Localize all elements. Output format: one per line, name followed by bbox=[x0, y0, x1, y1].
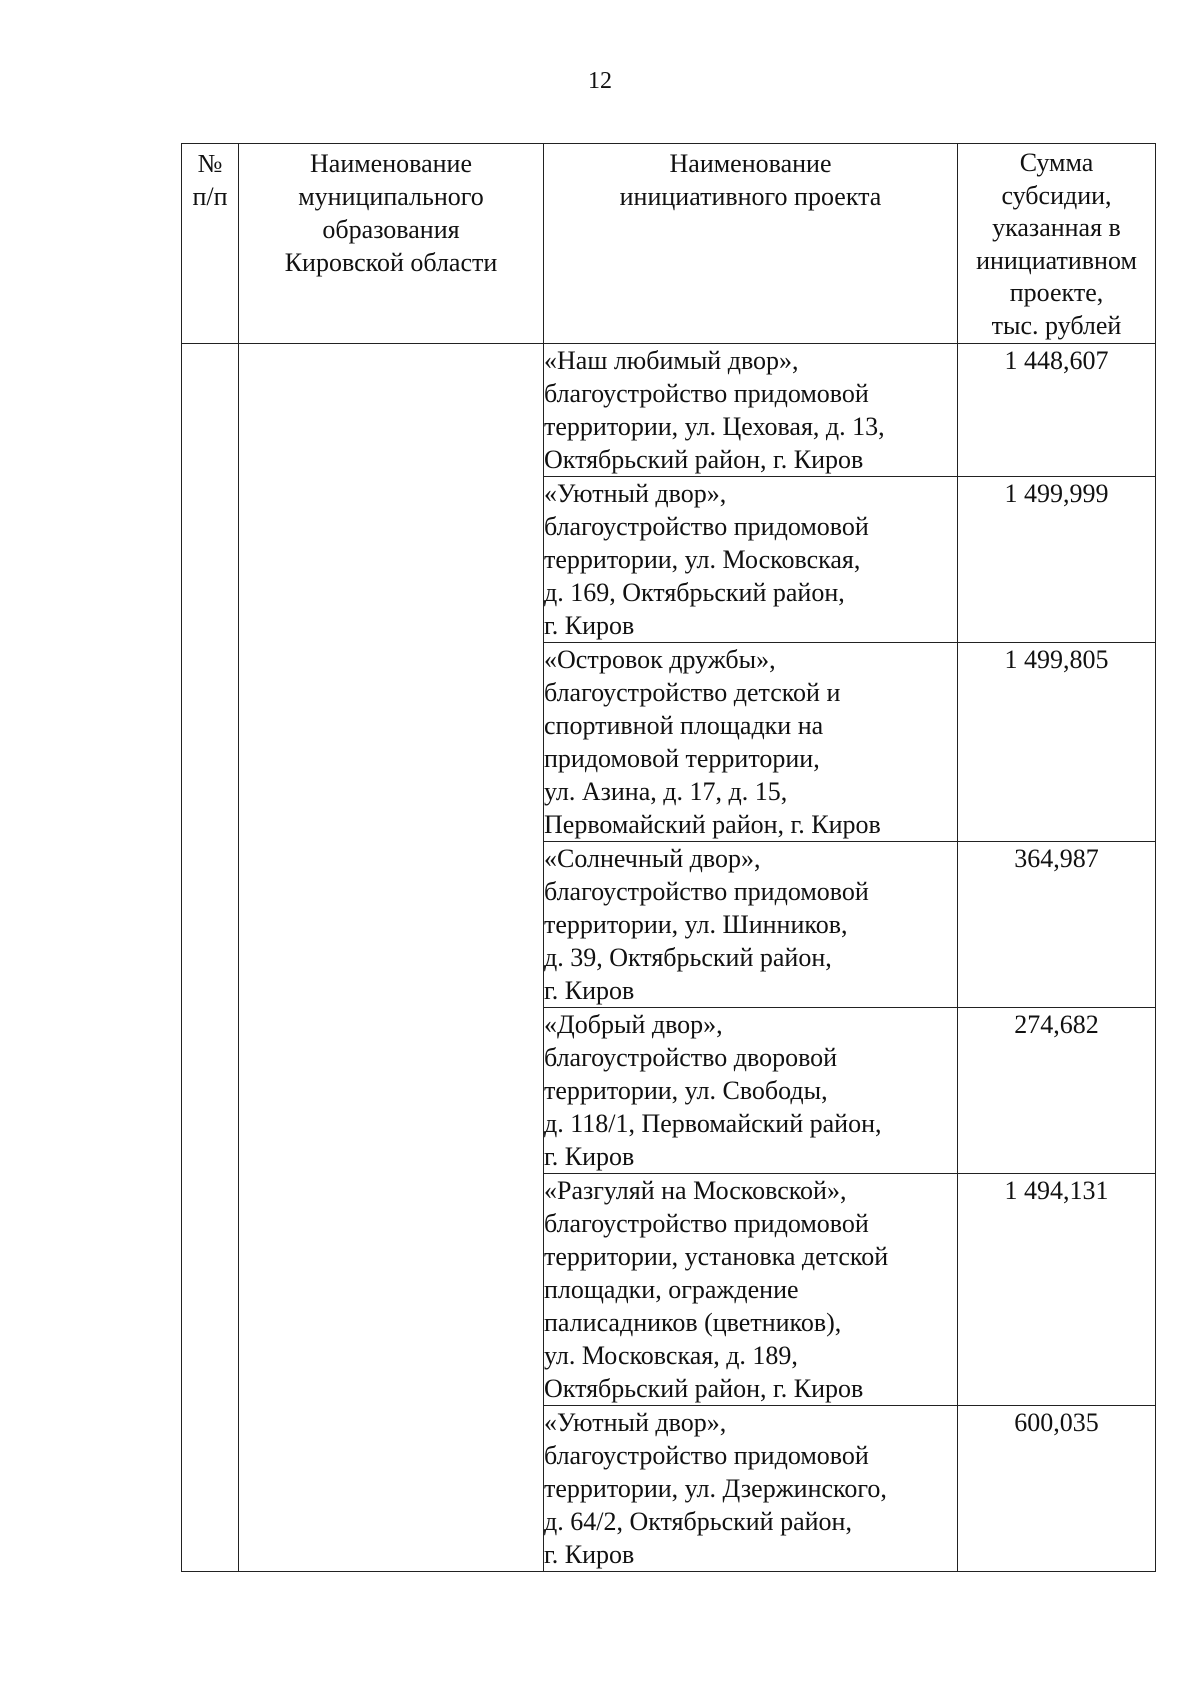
municipality-cell bbox=[239, 344, 544, 1572]
table-header-row bbox=[182, 144, 1156, 344]
header-project: Наименование инициативного проекта bbox=[544, 144, 958, 344]
project-cell: «Солнечный двор», благоустройство придомовой территории, ул. Шинников, д. 39, Октябрьский район, г. Киров bbox=[544, 842, 958, 1008]
header-number: № п/п bbox=[182, 144, 239, 344]
sum-cell: 364,987 bbox=[958, 842, 1156, 1008]
project-cell: «Уютный двор», благоустройство придомовой территории, ул. Дзержинского, д. 64/2, Октябрьский район, г. Киров bbox=[544, 1406, 958, 1572]
sum-cell: 1 499,805 bbox=[958, 643, 1156, 842]
project-cell: «Наш любимый двор», благоустройство придомовой территории, ул. Цеховая, д. 13, Октябрьский район, г. Киров bbox=[544, 344, 958, 477]
number-cell bbox=[182, 344, 239, 1572]
project-cell: «Уютный двор», благоустройство придомовой территории, ул. Московская, д. 169, Октябрьский район, г. Киров bbox=[544, 477, 958, 643]
header-subsidy-sum: Сумма субсидии, указанная в инициативном проекте, тыс. рублей bbox=[958, 144, 1156, 344]
subsidy-table bbox=[181, 143, 1156, 1572]
sum-cell: 600,035 bbox=[958, 1406, 1156, 1572]
sum-cell: 1 494,131 bbox=[958, 1174, 1156, 1406]
project-cell: «Разгуляй на Московской», благоустройство придомовой территории, установка детской площадки, ограждение палисадников (цветников), ул. Московская, д. 189, Октябрьский район, г. Киров bbox=[544, 1174, 958, 1406]
header-municipality: Наименование муниципального образования Кировской области bbox=[239, 144, 544, 344]
project-cell: «Добрый двор», благоустройство дворовой территории, ул. Свободы, д. 118/1, Первомайский район, г. Киров bbox=[544, 1008, 958, 1174]
table-row bbox=[182, 344, 1156, 477]
page-number: 12 bbox=[588, 68, 612, 94]
project-cell: «Островок дружбы», благоустройство детской и спортивной площадки на придомовой территории, ул. Азина, д. 17, д. 15, Первомайский район, г. Киров bbox=[544, 643, 958, 842]
sum-cell: 274,682 bbox=[958, 1008, 1156, 1174]
sum-cell: 1 499,999 bbox=[958, 477, 1156, 643]
sum-cell: 1 448,607 bbox=[958, 344, 1156, 477]
